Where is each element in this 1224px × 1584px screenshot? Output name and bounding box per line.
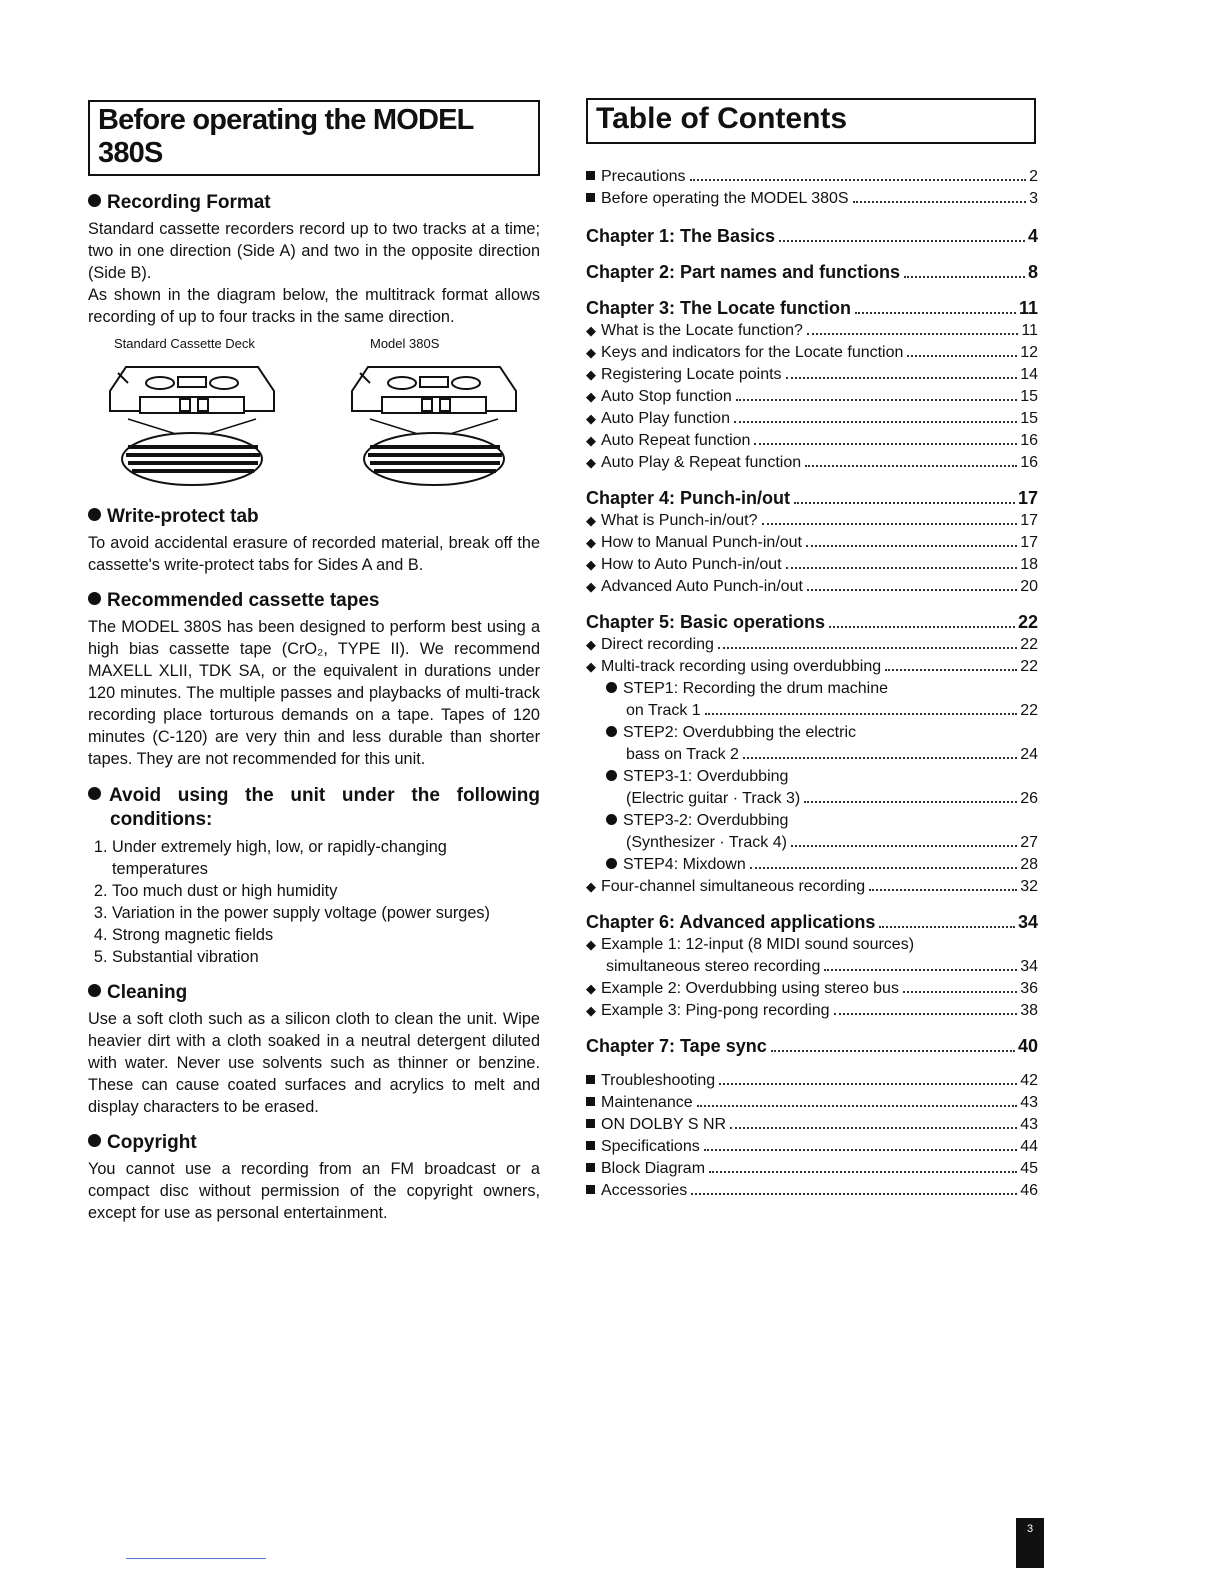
- toc-entry[interactable]: Accessories 46: [586, 1180, 1038, 1202]
- square-bullet-icon: [586, 193, 595, 202]
- write-protect-heading: Write-protect tab: [88, 506, 540, 528]
- toc-entry[interactable]: ◆ Multi-track recording using overdubbing 22: [586, 656, 1038, 678]
- diagram-label-model: Model 380S: [370, 336, 440, 351]
- avoid-conditions-list: [88, 836, 540, 968]
- toc-chapter[interactable]: Chapter 4: Punch-in/out 17: [586, 488, 1038, 508]
- toc-entry[interactable]: ◆ Example 3: Ping-pong recording 38: [586, 1000, 1038, 1022]
- toc-entry[interactable]: ◆ Example 2: Overdubbing using stereo bus 36: [586, 978, 1038, 1000]
- toc-chapter[interactable]: Chapter 6: Advanced applications 34: [586, 912, 1038, 932]
- cassette-diagram: [88, 336, 540, 492]
- recording-format-text: Standard cassette recorders record up to two tracks at a time; two in one direction (Side A) and two in the opposite direction (Side B).: [88, 220, 540, 282]
- bullet-icon: [88, 592, 101, 605]
- diamond-bullet-icon: ◆: [586, 981, 596, 996]
- square-bullet-icon: [586, 1119, 595, 1128]
- recording-format-text-2: As shown in the diagram below, the multitrack format allows recording of up to four tracks in the same direction.: [88, 286, 540, 326]
- bullet-icon: [88, 1134, 101, 1147]
- right-column: [586, 98, 1038, 1202]
- diamond-bullet-icon: ◆: [586, 345, 596, 360]
- toc-entry[interactable]: ◆ Registering Locate points 14: [586, 364, 1038, 386]
- list-item: 3. Variation in the power supply voltage (power surges): [112, 902, 540, 924]
- copyright-heading: Copyright: [88, 1132, 540, 1154]
- square-bullet-icon: [586, 1075, 595, 1084]
- round-bullet-icon: [606, 770, 617, 781]
- diamond-bullet-icon: ◆: [586, 579, 596, 594]
- toc-entry[interactable]: ◆ How to Auto Punch-in/out 18: [586, 554, 1038, 576]
- diamond-bullet-icon: ◆: [586, 535, 596, 550]
- toc-entry-multiline[interactable]: STEP2: Overdubbing the electric bass on Track 2 24: [586, 722, 1038, 766]
- toc-entry[interactable]: ◆ Advanced Auto Punch-in/out 20: [586, 576, 1038, 598]
- toc-entry[interactable]: ◆ Auto Play function 15: [586, 408, 1038, 430]
- toc-entry[interactable]: ◆ Auto Stop function 15: [586, 386, 1038, 408]
- toc-entry-multiline[interactable]: STEP3-1: Overdubbing (Electric guitar · Track 3) 26: [586, 766, 1038, 810]
- diamond-bullet-icon: ◆: [586, 513, 596, 528]
- recommended-tapes-heading: Recommended cassette tapes: [88, 590, 540, 612]
- toc-entry[interactable]: Before operating the MODEL 380S 3: [586, 188, 1038, 210]
- diamond-bullet-icon: ◆: [586, 455, 596, 470]
- toc-entry[interactable]: ◆ How to Manual Punch-in/out 17: [586, 532, 1038, 554]
- toc-entry[interactable]: Block Diagram 45: [586, 1158, 1038, 1180]
- toc-entry[interactable]: ON DOLBY S NR 43: [586, 1114, 1038, 1136]
- round-bullet-icon: [606, 858, 617, 869]
- write-protect-text: To avoid accidental erasure of recorded material, break off the cassette's write-protect tabs for Sides A and B.: [88, 534, 540, 574]
- diamond-bullet-icon: ◆: [586, 937, 596, 952]
- toc-entry[interactable]: ◆ Auto Repeat function 16: [586, 430, 1038, 452]
- diamond-bullet-icon: ◆: [586, 367, 596, 382]
- list-item: 4. Strong magnetic fields: [112, 924, 540, 946]
- toc-chapter[interactable]: Chapter 1: The Basics 4: [586, 226, 1038, 246]
- diamond-bullet-icon: ◆: [586, 433, 596, 448]
- diamond-bullet-icon: ◆: [586, 1003, 596, 1018]
- diamond-bullet-icon: ◆: [586, 323, 596, 338]
- toc-entry-multiline[interactable]: ◆ Example 1: 12-input (8 MIDI sound sources) simultaneous stereo recording 34: [586, 936, 1038, 975]
- toc-entry[interactable]: STEP4: Mixdown 28: [586, 854, 1038, 876]
- toc-chapter[interactable]: Chapter 2: Part names and functions 8: [586, 262, 1038, 282]
- cleaning-heading: Cleaning: [88, 982, 540, 1004]
- toc-chapter[interactable]: Chapter 7: Tape sync 40: [586, 1036, 1038, 1056]
- square-bullet-icon: [586, 1141, 595, 1150]
- toc-entry[interactable]: ◆ What is the Locate function? 11: [586, 320, 1038, 342]
- list-item: 2. Too much dust or high humidity: [112, 880, 540, 902]
- diamond-bullet-icon: ◆: [586, 411, 596, 426]
- toc-entry-multiline[interactable]: STEP1: Recording the drum machine on Track 1 22: [586, 678, 1038, 722]
- toc-entry[interactable]: ◆ Four-channel simultaneous recording 32: [586, 876, 1038, 898]
- page-number: 3: [1016, 1518, 1044, 1568]
- square-bullet-icon: [586, 1097, 595, 1106]
- diagram-label-standard: Standard Cassette Deck: [114, 336, 255, 351]
- bullet-icon: [88, 508, 101, 521]
- toc-entry[interactable]: ◆ Direct recording 22: [586, 634, 1038, 656]
- square-bullet-icon: [586, 1185, 595, 1194]
- diamond-bullet-icon: ◆: [586, 389, 596, 404]
- round-bullet-icon: [606, 726, 617, 737]
- standard-cassette-illustration: [88, 359, 288, 487]
- toc-entry[interactable]: ◆ Keys and indicators for the Locate function 12: [586, 342, 1038, 364]
- toc-chapter[interactable]: Chapter 5: Basic operations 22: [586, 612, 1038, 632]
- list-item: 5. Substantial vibration: [112, 946, 540, 968]
- toc-title: Table of Contents: [586, 98, 1036, 144]
- round-bullet-icon: [606, 682, 617, 693]
- cleaning-text: Use a soft cloth such as a silicon cloth to clean the unit. Wipe heavier dirt with a cloth soaked in a neutral detergent diluted with water. Never use solvents such as thinner or benzine. These can cause coated surfaces and acrylics to melt and display characters to be erased.: [88, 1010, 540, 1116]
- section-title: Before operating the MODEL 380S: [88, 100, 540, 176]
- recording-format-heading: Recording Format: [88, 192, 540, 214]
- toc-entry[interactable]: Maintenance 43: [586, 1092, 1038, 1114]
- left-column: [88, 100, 540, 1224]
- toc-entry-multiline[interactable]: STEP3-2: Overdubbing (Synthesizer · Track 4) 27: [586, 810, 1038, 854]
- toc-entry[interactable]: ◆ Auto Play & Repeat function 16: [586, 452, 1038, 474]
- toc-entry[interactable]: ◆ What is Punch-in/out? 17: [586, 510, 1038, 532]
- toc-entry[interactable]: Specifications 44: [586, 1136, 1038, 1158]
- avoid-conditions-heading: Avoid using the unit under the following conditions:: [88, 784, 540, 832]
- square-bullet-icon: [586, 1163, 595, 1172]
- diamond-bullet-icon: ◆: [586, 637, 596, 652]
- diamond-bullet-icon: ◆: [586, 557, 596, 572]
- diamond-bullet-icon: ◆: [586, 879, 596, 894]
- bullet-icon: [88, 984, 101, 997]
- square-bullet-icon: [586, 171, 595, 180]
- list-item: 1. Under extremely high, low, or rapidly-changing temperatures: [112, 836, 540, 880]
- toc-chapter[interactable]: Chapter 3: The Locate function 11: [586, 298, 1038, 318]
- diamond-bullet-icon: ◆: [586, 659, 596, 674]
- copyright-text: You cannot use a recording from an FM broadcast or a compact disc without permission of the copyright owners, except for use as personal entertainment.: [88, 1160, 540, 1222]
- toc-list: [586, 166, 1038, 1202]
- model-380s-cassette-illustration: [330, 359, 530, 487]
- divider: [126, 1558, 266, 1559]
- toc-entry[interactable]: Precautions 2: [586, 166, 1038, 188]
- toc-entry[interactable]: Troubleshooting 42: [586, 1070, 1038, 1092]
- bullet-icon: [88, 194, 101, 207]
- bullet-icon: [88, 787, 101, 800]
- round-bullet-icon: [606, 814, 617, 825]
- recommended-tapes-text: The MODEL 380S has been designed to perform best using a high bias cassette tape (CrO₂, TYPE II). We recommend MAXELL XLII, TDK SA, or the equivalent in durations under 120 minutes. The multiple passes and playbacks of multi-track recording place torturous demands on a tape. Tapes of 120 minutes (C-120) are very thin and less durable than shorter tapes. They are not recommended for this unit.: [88, 618, 540, 768]
